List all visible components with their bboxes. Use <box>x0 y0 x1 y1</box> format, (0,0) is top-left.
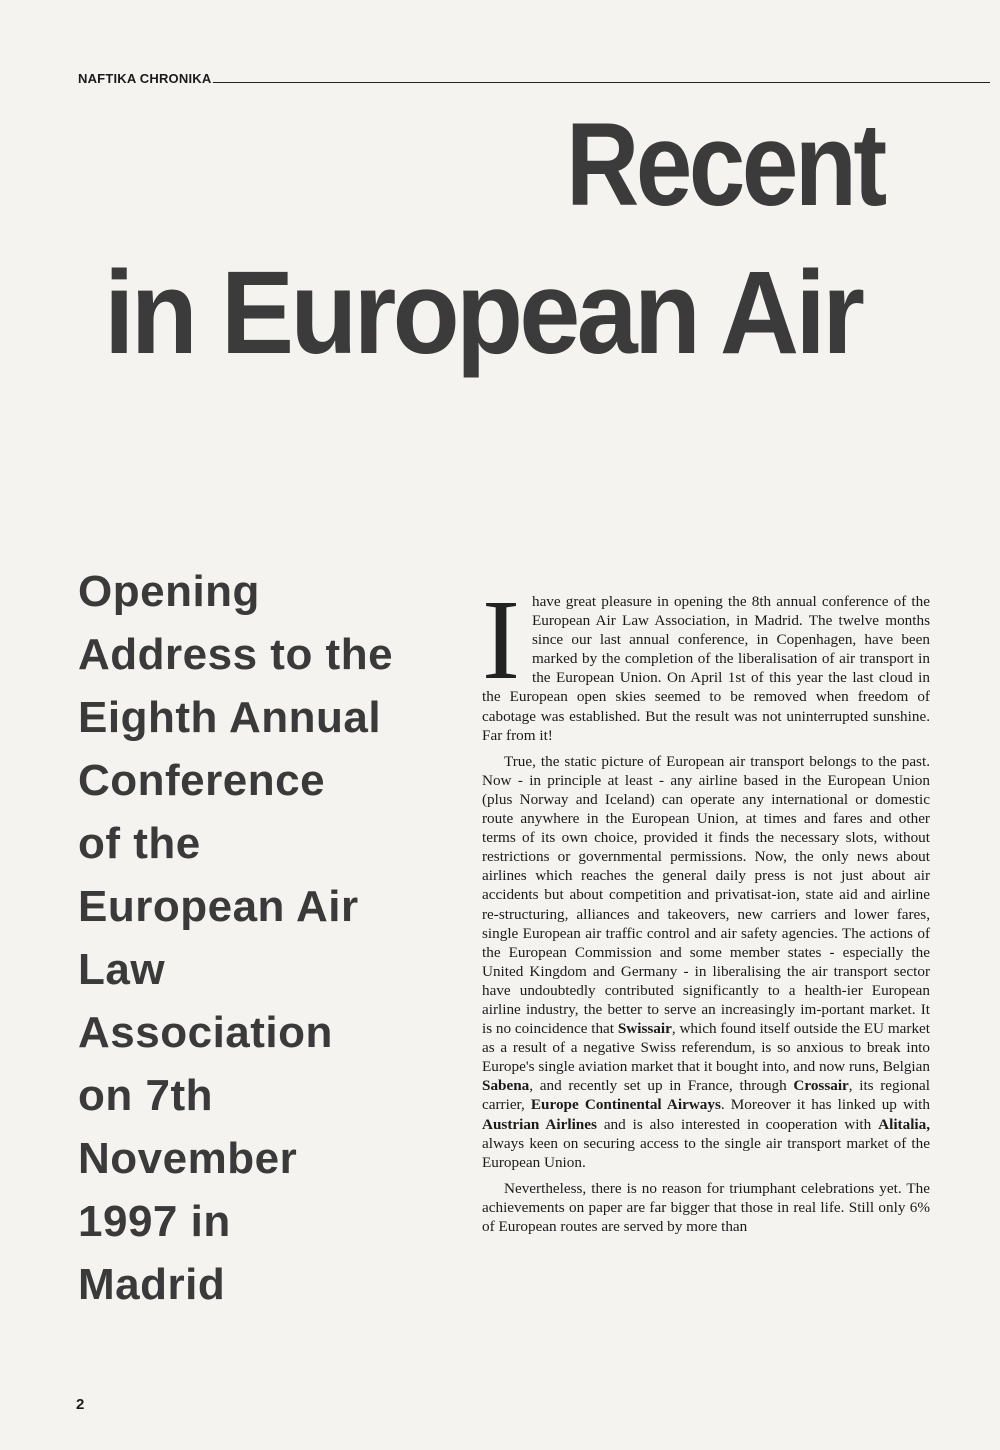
paragraph-2 <box>482 752 930 1172</box>
article-body <box>482 576 931 1243</box>
airline-swissair: Swissair <box>617 1020 672 1038</box>
subtitle-line: Law <box>78 945 166 994</box>
paragraph-1-text: The twelve months since our last annual conference, in Copenhagen, have been marked by the completion of the liberalisation of air transport in the European Union. On April 1st of this year the last cloud in the European open skies seemed to be removed when freedom of cabotage was established. But the result was not uninterrupted sunshine. Far from it! <box>482 612 930 744</box>
subtitle-line: European Air <box>78 882 359 931</box>
airline-europe-continental: Europe Continental Airways <box>530 1096 721 1114</box>
subtitle-line: Madrid <box>78 1260 226 1309</box>
airline-austrian: Austrian Airlines <box>482 1115 597 1133</box>
subtitle-line: November <box>78 1134 298 1183</box>
drop-cap: I <box>482 576 520 703</box>
running-head <box>78 64 990 86</box>
headline-line-2: in European Air <box>104 247 862 379</box>
subtitle-line: of the <box>78 819 201 868</box>
article-subtitle <box>78 560 458 1316</box>
subtitle-line: 1997 in <box>78 1197 231 1246</box>
paragraph-3 <box>482 1179 930 1236</box>
subtitle-line: Opening <box>78 567 260 616</box>
subtitle-line: Address to the <box>78 630 394 679</box>
paragraph-2-text: always keen on securing access to the single air transport market of the European Union. <box>482 1134 930 1171</box>
airline-sabena: Sabena <box>482 1077 530 1095</box>
subtitle-line: Association <box>78 1008 333 1057</box>
paragraph-2-text: True, the static picture of European air transport belongs to the past. Now - in principle at least - any airline based in the European Union (plus Norway and Iceland) can operate any international or domestic route anywhere in the European Union, at times and fares and other terms of its own choice, provided it finds the necessary slots, without restrictions or governmental permissions. Now, the only news about airlines which reaches the general daily press is not just about air accidents but about competition and privatisat-ion, state aid and airline re-structuring, alliances and takeovers, new carriers and lower fares, single European air traffic control and air safety agencies. The actions of the European Commission and some member states - especially the United Kingdom and Germany - in liberalising the air transport sector have undoubtedly contributed significantly to a health-ier European airline industry, the better to serve an increasingly im-portant market. It is no coincidence that <box>482 752 930 1038</box>
header-rule <box>213 82 990 83</box>
paragraph-2-text: , which found itself outside the EU market as a result of a negative Swiss referendum, is so anxious to break into Europe's single aviation market that it bought into, and now runs, Belgian <box>482 1020 930 1076</box>
paragraph-1 <box>482 576 930 745</box>
paragraph-3-text: Nevertheless, there is no reason for triumphant celebrations yet. The achievements on paper are far bigger that those in real life. Still only 6% of European routes are served by more than <box>482 1179 930 1235</box>
subtitle-line: Conference <box>78 756 326 805</box>
publication-name: NAFTIKA CHRONIKA <box>78 71 212 86</box>
paragraph-2-text: , its regional carrier, <box>482 1077 931 1114</box>
subtitle-line: on 7th <box>78 1071 213 1120</box>
airline-alitalia: Alitalia, <box>878 1115 931 1133</box>
airline-crossair: Crossair <box>793 1077 849 1095</box>
paragraph-1-opening: have great pleasure in opening the 8th annual conference of the European Air Law Association, in Madrid. <box>531 593 930 630</box>
headline-line-1: Recent <box>566 99 884 231</box>
paragraph-2-text: , and recently set up in France, through <box>529 1077 787 1095</box>
paragraph-2-text: and is also interested in cooperation with <box>603 1115 872 1133</box>
page-number: 2 <box>76 1396 85 1413</box>
paragraph-2-text: . Moreover it has linked up with <box>720 1096 930 1114</box>
subtitle-line: Eighth Annual <box>78 693 382 742</box>
